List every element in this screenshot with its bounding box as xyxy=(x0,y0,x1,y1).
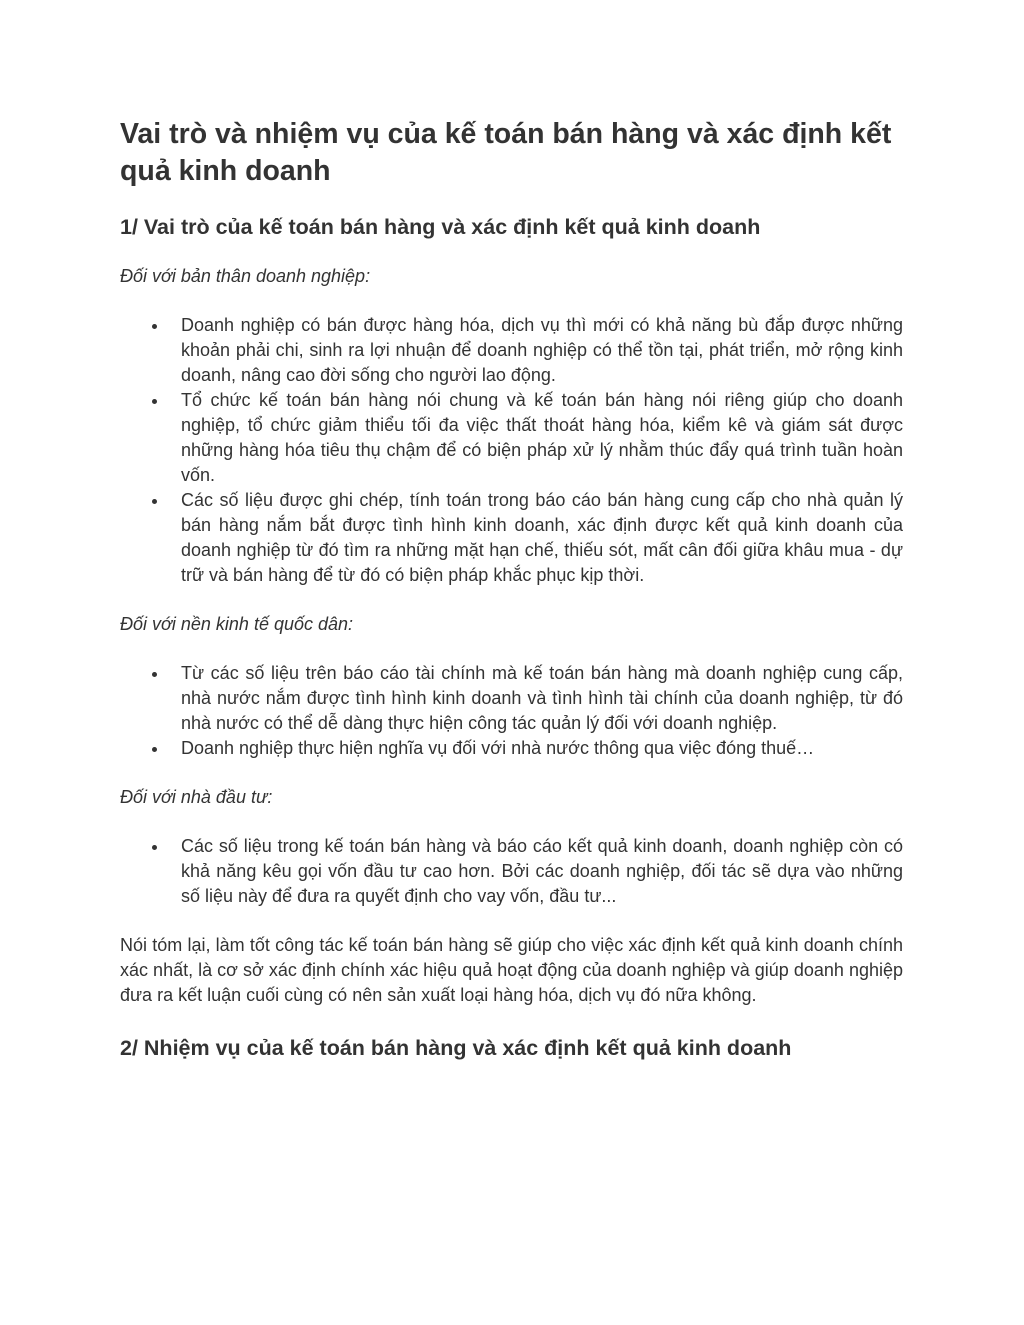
group-lead-economy: Đối với nền kinh tế quốc dân: xyxy=(120,614,354,634)
summary-paragraph: Nói tóm lại, làm tốt công tác kế toán bán hàng sẽ giúp cho việc xác định kết quả kinh doanh chính xác nhất, là cơ sở xác định chính xác hiệu quả hoạt động của doanh nghiệp và giúp doanh nghiệp đưa ra kết luận cuối cùng có nên sản xuất loại hàng hóa, dịch vụ đó nữa không. xyxy=(120,935,903,1005)
bullet-list-economy xyxy=(120,661,903,761)
section-heading-duties: 2/ Nhiệm vụ của kế toán bán hàng và xác định kết quả kinh doanh xyxy=(120,1036,792,1060)
bullet-list-investor xyxy=(120,834,903,909)
document-page xyxy=(120,116,903,1085)
list-item: Các số liệu trong kế toán bán hàng và báo cáo kết quả kinh doanh, doanh nghiệp còn có khả năng kêu gọi vốn đầu tư cao hơn. Bởi các doanh nghiệp, đối tác sẽ dựa vào những số liệu này để đưa ra quyết định cho vay vốn, đầu tư... xyxy=(181,834,903,909)
list-item: Từ các số liệu trên báo cáo tài chính mà kế toán bán hàng mà doanh nghiệp cung cấp, nhà nước nắm được tình hình kinh doanh và tình hình tài chính của doanh nghiệp, từ đó nhà nước có thể dễ dàng thực hiện công tác quản lý đối với doanh nghiệp. xyxy=(181,661,903,736)
bullet-list-enterprise xyxy=(120,313,903,588)
group-lead-enterprise: Đối với bản thân doanh nghiệp: xyxy=(120,266,371,286)
list-item: Các số liệu được ghi chép, tính toán trong báo cáo bán hàng cung cấp cho nhà quản lý bán hàng nắm bắt được tình hình kinh doanh, xác định được kết quả kinh doanh của doanh nghiệp từ đó tìm ra những mặt hạn chế, thiếu sót, mất cân đối giữa khâu mua - dự trữ và bán hàng để từ đó có biện pháp khắc phục kịp thời. xyxy=(181,488,903,588)
section-heading-roles: 1/ Vai trò của kế toán bán hàng và xác định kết quả kinh doanh xyxy=(120,215,761,239)
list-item: Doanh nghiệp thực hiện nghĩa vụ đối với nhà nước thông qua việc đóng thuế… xyxy=(181,736,903,761)
list-item: Doanh nghiệp có bán được hàng hóa, dịch vụ thì mới có khả năng bù đắp được những khoản phải chi, sinh ra lợi nhuận để doanh nghiệp có thể tồn tại, phát triển, mở rộng kinh doanh, nâng cao đời sống cho người lao động. xyxy=(181,313,903,388)
group-lead-investor: Đối với nhà đầu tư: xyxy=(120,787,273,807)
document-title: Vai trò và nhiệm vụ của kế toán bán hàng và xác định kết quả kinh doanh xyxy=(120,118,892,187)
list-item: Tổ chức kế toán bán hàng nói chung và kế toán bán hàng nói riêng giúp cho doanh nghiệp, tổ chức giảm thiểu tối đa việc thất thoát hàng hóa, kiểm kê và giám sát được những hàng hóa tiêu thụ chậm để có biện pháp xử lý nhằm thúc đẩy quá trình tuần hoàn vốn. xyxy=(181,388,903,488)
